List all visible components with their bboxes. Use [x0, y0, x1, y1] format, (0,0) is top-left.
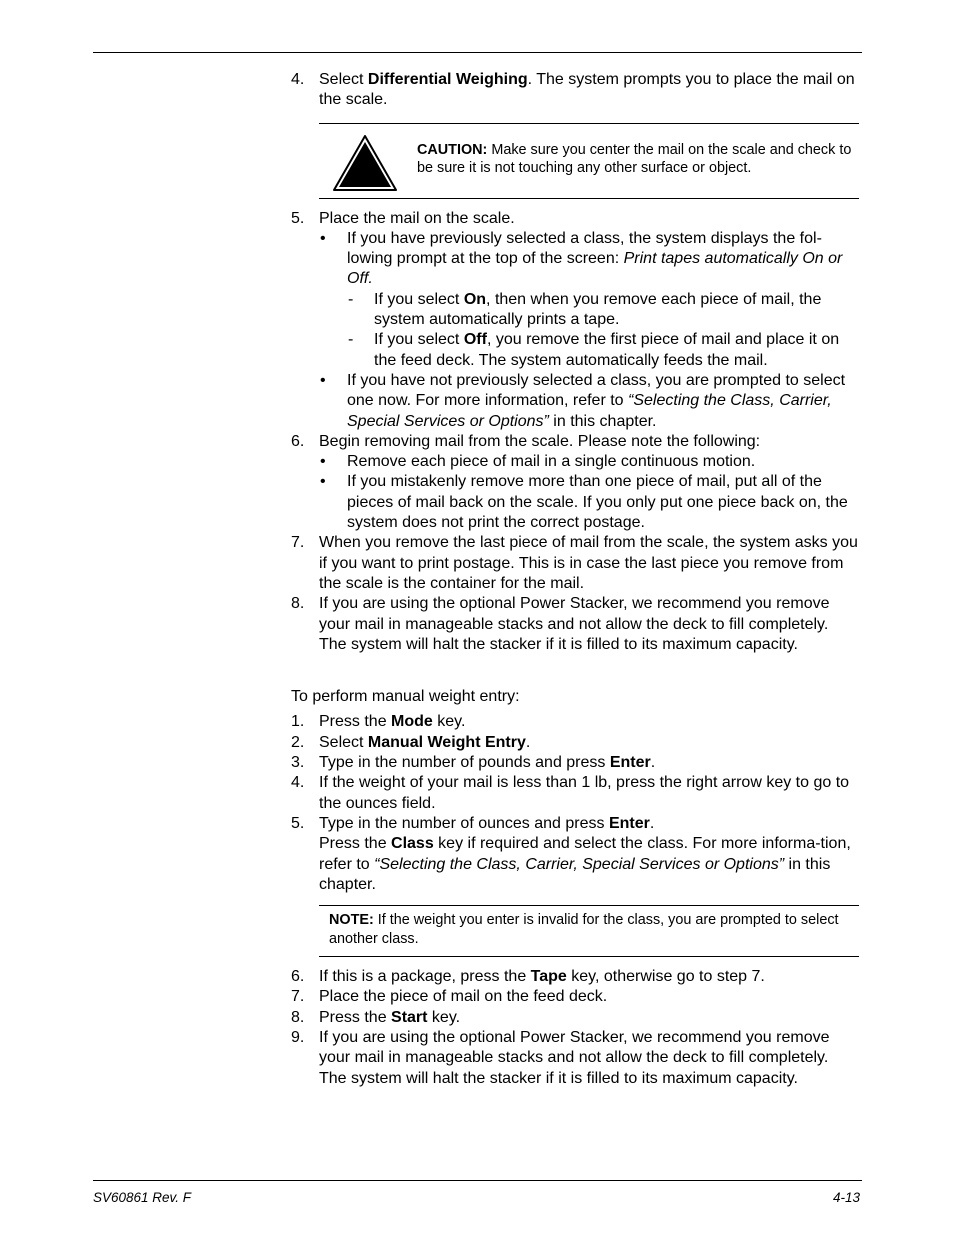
manual-step-5: 5. Type in the number of ounces and press Enter. Press the Class key if required and select the class. For more informa-tion, refer to “Selecting the Class, Carrier, Special Services or Options” in this chapter. [291, 814, 859, 895]
manual-step-2: 2. Select Manual Weight Entry. [291, 733, 531, 751]
step-5-place-mail: 5. Place the mail on the scale. • If you have previously selected a class, the system displays the fol-lowing prompt at the top of the screen: Print tapes automatically On or Off. - If you select On, then when you remove each piece of mail, the system automatically prints a tape. - If you select Off, you remove the first piece of mail and place it on the feed deck. The system automatically feeds the mail. • If you have not previously selected a class, you are prompted to select one now. For more information, refer to “Selecting the Class, Carrier, Special Services or Options” in this chapter. [291, 209, 859, 432]
caution-text: CAUTION: Make sure you center the mail on the scale and check to be sure it is not touching any other surface or object. [417, 141, 852, 177]
manual-step-9: 9. If you are using the optional Power Stacker, we recommend you remove your mail in manageable stacks and not allow the deck to fill completely. The system will halt the stacker if it is filled to its maximum capacity. [291, 1028, 830, 1087]
manual-step-6: 6. If this is a package, press the Tape key, otherwise go to step 7. [291, 968, 765, 986]
manual-step-8: 8. Press the Start key. [291, 1008, 461, 1026]
dash-select-on: - If you select On, then when you remove each piece of mail, the system automatically prints a tape. [348, 290, 822, 329]
bullet-previously-selected-class: • If you have previously selected a class, the system displays the fol-lowing prompt at the top of the screen: Print tapes automatically On or Off. - If you select On, then when you remove each piece of mail, the system automatically prints a tape. - If you select Off, you remove the first piece of mail and place it on the feed deck. The system automatically feeds the mail. [319, 229, 859, 371]
header-rule [93, 52, 862, 53]
step-4-differential-weighing: 4. Select Differential Weighing. The system prompts you to place the mail on the scale. [291, 71, 855, 109]
note-box: NOTE: If the weight you enter is invalid for the class, you are prompted to select another class. [319, 905, 859, 957]
bullet-continuous-motion: • Remove each piece of mail in a single continuous motion. [320, 453, 756, 471]
manual-step-5-class-paragraph: Press the Class key if required and select the class. For more informa-tion, refer to “Selecting the Class, Carrier, Special Services or Options” in this chapter. [319, 835, 851, 893]
caution-box [319, 123, 859, 199]
manual-step-4: 4. If the weight of your mail is less than 1 lb, press the right arrow key to go to the ounces field. [291, 774, 850, 812]
warning-triangle-icon [331, 133, 399, 193]
manual-step-1: 1. Press the Mode key. [291, 713, 466, 731]
step-7-last-piece: 7. When you remove the last piece of mail from the scale, the system asks you if you want to print postage. This is in case the last piece you remove from the scale is the container for the mail. [291, 534, 858, 592]
manual-step-3: 3. Type in the number of pounds and press Enter. [291, 754, 656, 772]
manual-step-7: 7. Place the piece of mail on the feed deck. [291, 988, 608, 1006]
footer-doc-id: SV60861 Rev. F [93, 1190, 192, 1205]
bullet-not-previously-selected: • If you have not previously selected a class, you are prompted to select one now. For more information, refer to “Selecting the Class, Carrier, Special Services or Options” in this chapter. [320, 371, 846, 430]
footer-page-number: 4-13 [832, 1190, 860, 1205]
page-body [291, 70, 859, 1089]
step-8-power-stacker: 8. If you are using the optional Power Stacker, we recommend you remove your mail in manageable stacks and not allow the deck to fill completely. The system will halt the stacker if it is filled to its maximum capacity. [291, 595, 830, 653]
dash-select-off: - If you select Off, you remove the first piece of mail and place it on the feed deck. The system automatically feeds the mail. [348, 331, 840, 369]
step-6-begin-removing: 6. Begin removing mail from the scale. Please note the following: • Remove each piece of mail in a single continuous motion. • If you mistakenly remove more than one piece of mail, put all of the pieces of mail back on the scale. If you only put one piece back on, the system does not print the correct postage. [291, 432, 859, 533]
manual-weight-intro: To perform manual weight entry: [291, 688, 520, 706]
footer-rule [93, 1180, 862, 1181]
bullet-mistakenly-remove: • If you mistakenly remove more than one piece of mail, put all of the pieces of mail back on the scale. If you only put one piece back on, the system does not print the correct postage. [320, 473, 848, 532]
